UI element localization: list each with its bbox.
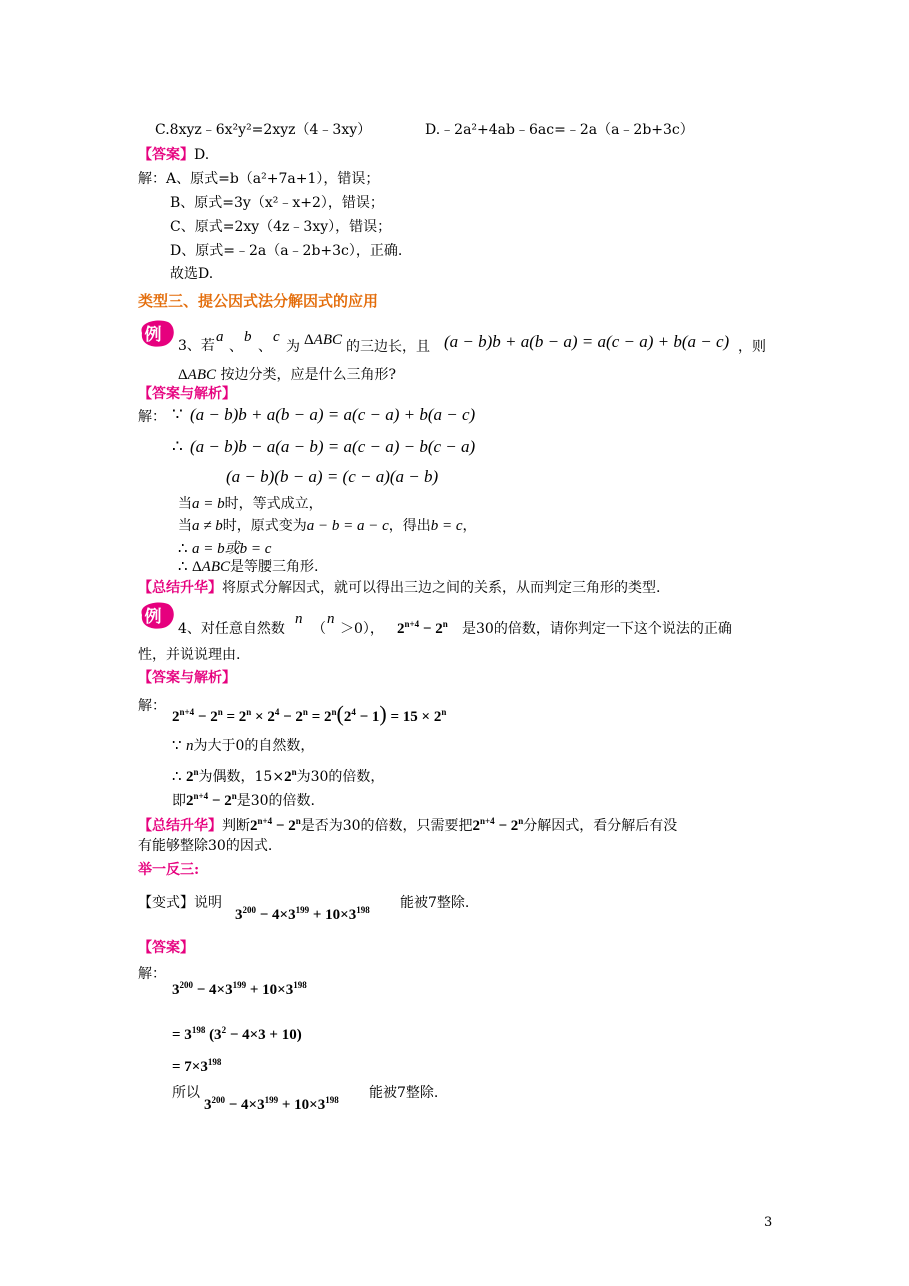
s3-when2: 当 — [178, 518, 192, 534]
s4-line4 — [172, 786, 315, 811]
solution-d: D、原式=﹣2a（a﹣2b+3c），正确. — [170, 243, 403, 259]
ex4-paren: （ — [312, 621, 326, 637]
vminus4e: − 4×3 — [225, 1097, 265, 1113]
s4-n5: n — [441, 707, 447, 717]
v3b: 3 — [172, 982, 180, 998]
variant-expr — [235, 900, 370, 925]
s4-line3a: 为偶数，15× — [198, 769, 285, 785]
s4-b1: 2 — [172, 709, 180, 725]
v199e: 199 — [264, 1095, 279, 1105]
solution-c: C、原式=2xy（4z﹣3xy），错误； — [170, 219, 392, 235]
vplus10b: + 10×3 — [246, 982, 294, 998]
sum4-n2: n — [518, 816, 524, 826]
sep-2: 、 — [258, 339, 272, 355]
variant-line3 — [172, 1052, 221, 1077]
s4-eq-line: $2^{n+4} - 2^n = 2^n \times 2^4 - 2^n = 2^n(2^4 - 1) = 15 \times 2^n$ — [172, 701, 447, 726]
s3-line5 — [178, 516, 477, 536]
s3-therefore: ∴ — [172, 437, 183, 456]
s3-line4 — [178, 494, 323, 514]
variant-end: 能被7整除. — [400, 895, 470, 911]
ex4-prefix: 4、对任意自然数 — [178, 621, 285, 637]
s4-n7: n — [291, 767, 297, 777]
example-badge-4 — [136, 600, 178, 630]
s4-n2: n — [246, 707, 252, 717]
badge-text-4: 例 — [144, 607, 162, 627]
v200a: 200 — [242, 905, 256, 915]
ex3-equation: (a − b)b + a(b − a) = a(c − a) + b(a − c) — [444, 332, 730, 351]
s4-m5: − 2 — [208, 793, 232, 809]
variant-so-end: 能被7整除. — [369, 1085, 439, 1101]
vminus4b: − 4×3 — [193, 982, 233, 998]
s3-line1: (a − b)b + a(b − a) = a(c − a) + b(a − c) — [190, 405, 476, 424]
s4-n-var: n — [186, 738, 194, 754]
v200e: 200 — [211, 1095, 225, 1105]
s4-line3b: 为30的倍数， — [296, 769, 385, 785]
s3-shi: 时，等式成立， — [224, 496, 323, 512]
s3-when: 当 — [178, 496, 192, 512]
vminus4a: − 4×3 — [256, 907, 296, 923]
page-number: 3 — [764, 1215, 773, 1230]
s4-e1: n+4 — [179, 707, 195, 717]
solution-prefix — [138, 169, 379, 189]
example-badge-3 — [136, 318, 178, 348]
s4-rest: = 15 × 2 — [390, 709, 442, 725]
v200b: 200 — [179, 980, 193, 990]
badge-text: 例 — [144, 325, 162, 345]
s3-bc: b = c — [430, 518, 463, 534]
sum4-e2: n+4 — [480, 816, 495, 826]
vplus10e: + 10×3 — [278, 1097, 326, 1113]
var-b: b — [244, 329, 252, 345]
s3-because: ∵ — [172, 405, 183, 424]
v198b: 198 — [293, 980, 307, 990]
answer-analysis-3: 【答案与解析】 — [138, 386, 236, 402]
variant-so: 所以 — [172, 1085, 200, 1101]
jyfs-title: 举一反三: — [138, 862, 200, 878]
s3-iso: 是等腰三角形. — [230, 559, 319, 575]
variant-solution-prefix: 解： — [138, 966, 166, 982]
s4-line2-text: 为大于0的自然数， — [193, 738, 315, 754]
s4-line3 — [172, 762, 384, 787]
veq1a: = 3 — [172, 1027, 192, 1043]
v198c: 198 — [191, 1025, 206, 1035]
solution-a: A、原式=b（a²+7a+1），错误； — [166, 171, 380, 187]
ex3-cond: 的三边长，且 — [346, 339, 430, 355]
s4-4: 4 — [274, 707, 280, 717]
s3-line3: (a − b)(b − a) = (c − a)(a − b) — [226, 467, 439, 486]
s3-comma: ， — [462, 518, 477, 534]
solution-prefix-text: 解： — [138, 171, 166, 187]
v198e: 198 — [325, 1095, 339, 1105]
s4-n1: n — [217, 707, 223, 717]
s4-n6: n — [193, 767, 199, 777]
s3-ab-ne: a ≠ b — [192, 518, 223, 534]
solution-choose: 故选D. — [170, 266, 214, 282]
sum4-d: 有能够整除30的因式. — [138, 838, 273, 854]
summary-3 — [138, 578, 660, 598]
sum4-n1: n — [295, 816, 301, 826]
s3-therefore3: ∴ — [178, 559, 188, 575]
s3-get: ，得出 — [388, 518, 431, 534]
sum4-a: 判断 — [222, 818, 250, 834]
var-c: c — [273, 329, 280, 345]
ex4-text-c: 性，并说说理由. — [138, 647, 241, 663]
s4-eq2: = 2 — [311, 709, 332, 725]
s4-n3: n — [302, 707, 308, 717]
sum4-e1: n+4 — [257, 816, 273, 826]
example-3-text — [178, 336, 215, 356]
v3a: 3 — [235, 907, 243, 923]
sep-1: 、 — [229, 339, 243, 355]
s3-eq2: a − b = a − c — [306, 518, 389, 534]
vsq: 2 — [221, 1025, 227, 1035]
ex4-gt: ＞0）， — [340, 621, 384, 637]
s3-or: a = b或b = c — [192, 541, 272, 557]
answer-analysis-4: 【答案与解析】 — [138, 670, 236, 686]
ex4-text-b: 是30的倍数，请你判定一下这个说法的正确 — [462, 621, 732, 637]
variant-line4 — [204, 1090, 339, 1115]
ex3-question-line2: ΔABC 按边分类，应是什么三角形? — [178, 367, 396, 383]
sum4-m2: − 2 — [494, 818, 519, 834]
variant-answer-label: 【答案】 — [138, 940, 194, 956]
s4-n8: n — [231, 791, 237, 801]
summary-label-4: 【总结升华】 — [138, 818, 222, 834]
ex4-n: n — [295, 611, 303, 627]
answer-label: 【答案】 — [138, 147, 194, 163]
vplus10a: + 10×3 — [309, 907, 357, 923]
summary-label-3: 【总结升华】 — [138, 580, 222, 596]
section-title: 类型三、提公因式法分解因式的应用 — [138, 292, 379, 310]
veq1b: (3 — [209, 1027, 222, 1043]
sum4-b1: 2 — [250, 818, 258, 834]
variant-label: 【变式】说明 — [138, 895, 222, 911]
variant-line2 — [172, 1020, 302, 1045]
sum4-b2: 2 — [472, 818, 481, 834]
s4-42: 4 — [351, 707, 356, 717]
s4-prefix: 解： — [138, 698, 166, 714]
sum4-m1: − 2 — [272, 818, 296, 834]
s4-m2: − 2 — [279, 709, 303, 725]
ex3-ze: ，则 — [738, 339, 766, 355]
s4-line2 — [172, 736, 314, 756]
v198d: 198 — [207, 1057, 222, 1067]
s3-line2: (a − b)b − a(a − b) = a(c − a) − b(c − a) — [190, 437, 476, 456]
answer-value: D. — [194, 147, 210, 163]
s4-b5: 2 — [186, 793, 194, 809]
answer-line — [138, 145, 209, 165]
v3e: 3 — [204, 1097, 212, 1113]
variant-line1 — [172, 975, 307, 1000]
ex4-exp: n+4 — [404, 619, 420, 629]
sum4-c: 分解因式，看分解后有没 — [523, 818, 678, 834]
veq2a: = 7×3 — [172, 1059, 208, 1075]
wei: 为 — [286, 339, 300, 355]
option-d: D.﹣2a²+4ab﹣6ac=﹣2a（a﹣2b+3c） — [425, 122, 694, 138]
s3-ab-eq: a = b — [192, 496, 225, 512]
s4-therefore: ∴ — [172, 769, 182, 785]
ex3-prefix: 3、若 — [178, 338, 215, 354]
s4-n4: n — [331, 707, 337, 717]
ex4-nexp: n — [442, 619, 448, 629]
s4-b2: 2 — [343, 709, 352, 725]
ex3-question: 按边分类，应是什么三角形? — [220, 367, 396, 383]
ex4-base: 2 — [397, 621, 405, 637]
s3-shi2: 时，原式变为 — [222, 518, 307, 534]
triangle-abc: ΔABC — [304, 332, 342, 348]
s3-therefore2: ∴ — [178, 541, 188, 557]
s3-line6 — [178, 539, 271, 559]
s4-because: ∵ — [172, 738, 182, 754]
veq1c: − 4×3 + 10) — [226, 1027, 302, 1043]
v199a: 199 — [295, 905, 310, 915]
s4-line4a: 即 — [172, 793, 186, 809]
s4-b3: 2 — [186, 769, 194, 785]
ex4-minus: − 2 — [419, 621, 443, 637]
s3-prefix: 解： — [138, 409, 166, 425]
var-a: a — [216, 329, 224, 345]
sum4-b: 是否为30的倍数，只需要把 — [300, 818, 473, 834]
v198a: 198 — [356, 905, 370, 915]
s4-b4: 2 — [284, 769, 292, 785]
s4-m1: − 2 — [194, 709, 218, 725]
solution-b: B、原式=3y（x²﹣x+2），错误； — [170, 195, 384, 211]
summary-4 — [138, 811, 677, 836]
v199b: 199 — [232, 980, 247, 990]
s3-line7: ∴ ΔABC是等腰三角形. — [178, 559, 319, 575]
ex4-n2: n — [327, 611, 335, 627]
s4-e5: n+4 — [193, 791, 209, 801]
s4-line4b: 是30的倍数. — [236, 793, 315, 809]
s4-x24: × 2 — [255, 709, 275, 725]
ex4-expr — [397, 614, 448, 639]
summary-text-3: 将原式分解因式，就可以得出三边之间的关系，从而判定三角形的类型. — [222, 580, 661, 596]
option-c: C.8xyz﹣6x²y²=2xyz（4﹣3xy） — [155, 122, 372, 138]
s4-eq1: = 2 — [226, 709, 247, 725]
